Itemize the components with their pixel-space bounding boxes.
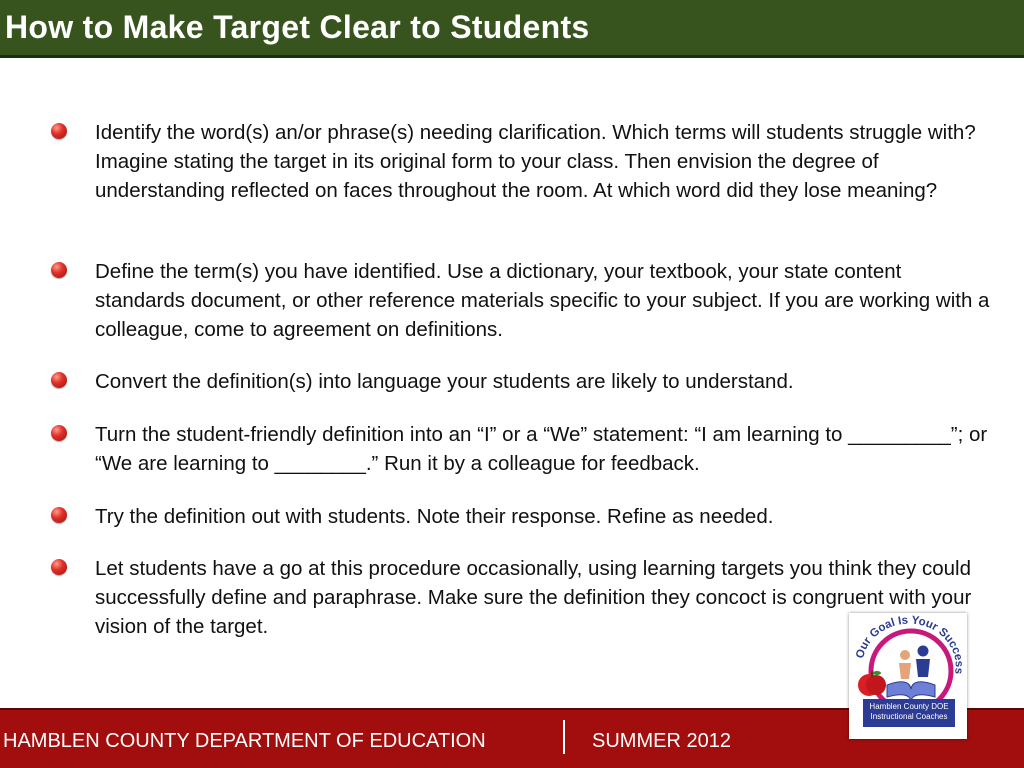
logo-caption-line2: Instructional Coaches [870,712,948,721]
bullet-dot-icon [51,425,67,441]
bullet-dot-icon [51,559,67,575]
bullet-text: Identify the word(s) an/or phrase(s) needing clarification. Which terms will students struggle with? Imagine stating the target in its original form to your class. Then envision the degree of understanding reflected on faces throughout the room. At which word did they lose meaning? [95,121,976,202]
bullet-dot-icon [51,372,67,388]
logo-caption [863,699,955,727]
bullet-text: Try the definition out with students. Note their response. Refine as needed. [95,505,774,528]
district-logo [849,613,967,739]
children-icon [899,646,930,680]
bullet-dot-icon [51,123,67,139]
logo-caption-line1: Hamblen County DOE [869,702,949,711]
bullet-dot-icon [51,507,67,523]
footer-season: SUMMER 2012 [592,730,731,752]
slide-title: How to Make Target Clear to Students [5,9,590,45]
bullet-text: Convert the definition(s) into language your students are likely to understand. [95,370,794,393]
bullet-text: Turn the student-friendly definition into an “I” or a “We” statement: “I am learning to _________”; or “We are learning to ________.” Run it by a colleague for feedback. [95,423,988,475]
bullet-text: Define the term(s) you have identified. Use a dictionary, your textbook, your state content standards document, or other reference materials specific to your subject. If you are working with a colleague, come to agreement on definitions. [95,260,990,341]
title-bar [0,0,1024,58]
bullet-text: Let students have a go at this procedure occasionally, using learning targets you think they could successfully define and paraphrase. Make sure the definition they concoct is congruent with your vision of the target. [95,557,972,638]
apple-icon [858,671,886,696]
footer-organization: HAMBLEN COUNTY DEPARTMENT OF EDUCATION [3,730,486,752]
bullet-dot-icon [51,262,67,278]
footer-separator [563,720,565,754]
logo-slogan: Our Goal Is Your Success [854,614,965,675]
